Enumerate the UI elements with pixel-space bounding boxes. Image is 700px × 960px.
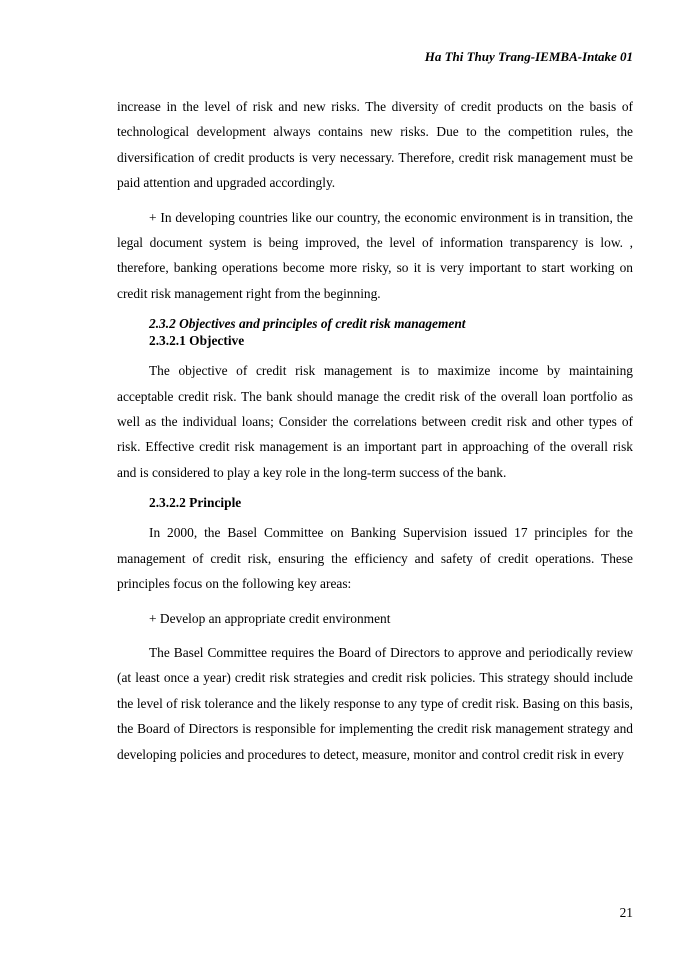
paragraph-board-requirements: The Basel Committee requires the Board of Directors to approve and periodically review (at least once a year) credit risk strategies and credit risk policies. This strategy should include the level of risk tolerance and the likely response to any type of credit risk. Basing on this basis, the Board of Directors is responsible for implementing the credit risk management strategy and developing policies and procedures to detect, measure, monitor and control credit risk in every xyxy=(117,644,633,762)
running-header: Ha Thi Thuy Trang-IEMBA-Intake 01 xyxy=(424,49,633,64)
bullet-credit-environment: + Develop an appropriate credit environment xyxy=(149,610,391,626)
paragraph-developing-countries: + In developing countries like our country, the economic environment is in transition, the legal document system is being improved, the level of information transparency is low. , therefore, banking operations become more risky, so it is very important to start working on credit risk management right from the beginning. xyxy=(117,209,633,301)
subsection-heading-objective: 2.3.2.1 Objective xyxy=(149,333,245,349)
paragraph-objective: The objective of credit risk management is to maximize income by maintaining acceptable credit risk. The bank should manage the credit risk of the overall loan portfolio as well as the individual loans; Consider the correlations between credit risk and other types of risk. Effective credit risk management is an important part in approaching of the overall risk and is considered to play a key role in the long-term success of the bank. xyxy=(117,363,633,480)
subsection-heading-principle: 2.3.2.2 Principle xyxy=(149,495,242,511)
paragraph-basel-principles: In 2000, the Basel Committee on Banking Supervision issued 17 principles for the management of credit risk, ensuring the efficiency and safety of credit operations. These principles focus on the following key areas: xyxy=(117,525,633,592)
paragraph-risk-diversity: increase in the level of risk and new risks. The diversity of credit products on the basis of technological development always contains new risks. Due to the competition rules, the diversification of credit products is very necessary. Therefore, credit risk management must be paid attention and upgraded accordingly. xyxy=(117,99,633,191)
page-number: 21 xyxy=(619,905,633,920)
section-heading: 2.3.2 Objectives and principles of credit risk management xyxy=(149,316,466,332)
page-body xyxy=(117,94,633,767)
